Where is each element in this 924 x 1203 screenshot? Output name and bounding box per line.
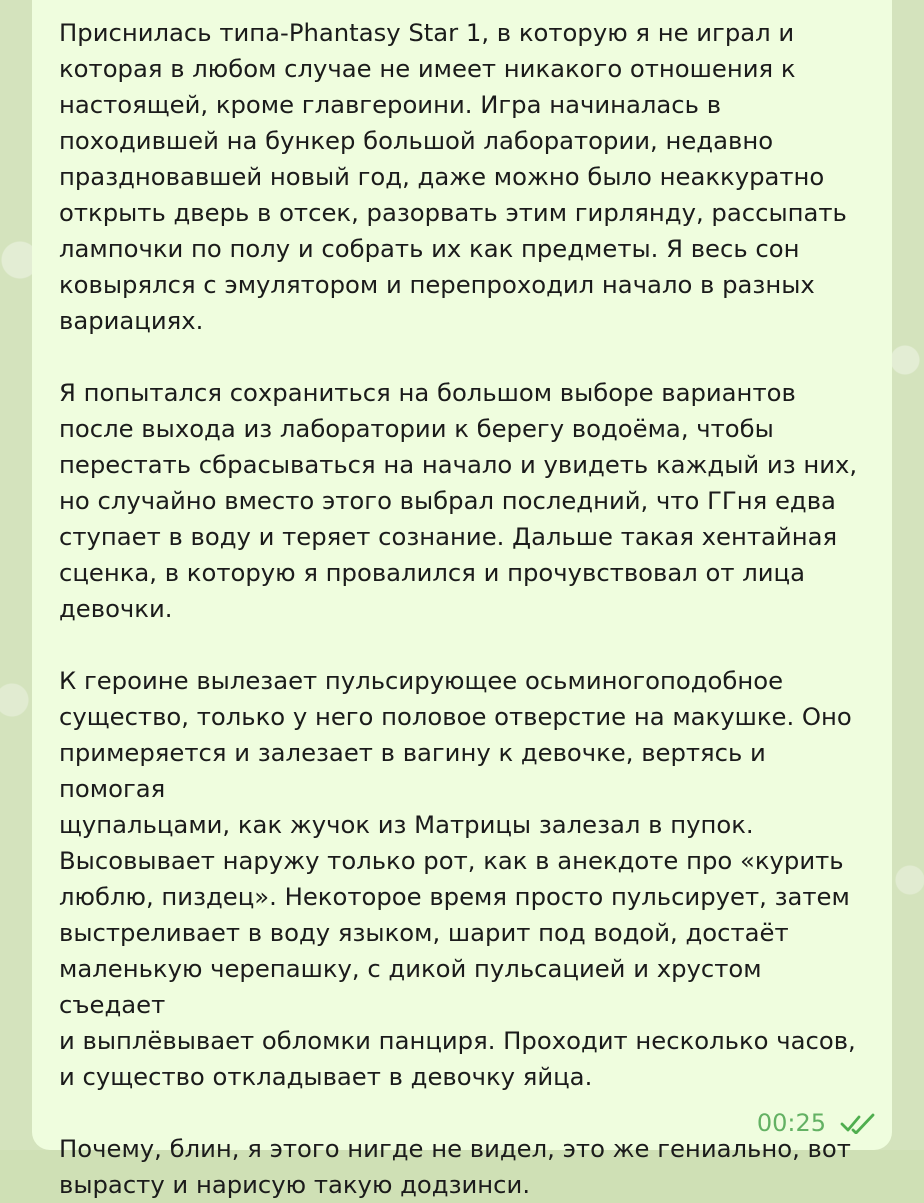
message-time: 00:25 [756, 1109, 826, 1137]
message-text [59, 15, 874, 1203]
message-paragraph-4: Почему, блин, я этого нигде не видел, это же гениально, вот вырасту и нарисую такую додзинси. [59, 1134, 851, 1199]
message-paragraph-3: К героине вылезает пульсирующее осьминогоподобное существо, только у него половое отверстие на макушке. Оно примеряется и залезает в вагину к девочке, вертясь и помогая щупальцами, как жучок из Матрицы залезал в пупок. Высовывает наружу только рот, как в анекдоте про «курить люблю, пиздец». Некоторое время просто пульсирует, затем выстреливает в воду языком, шарит под водой, достаёт маленькую черепашку, с дикой пульсацией и хрустом съедает и выплёвывает обломки панциря. Проходит несколько часов, и существо откладывает в девочку яйца. [59, 666, 856, 1091]
message-paragraph-1: Приснилась типа-Phantasy Star 1, в которую я не играл и которая в любом случае не имеет никакого отношения к настоящей, кроме главгероини. Игра начиналась в походившей на бункер большой лаборатории, недавно праздновавшей новый год, даже можно было неаккуратно открыть дверь в отсек, разорвать этим гирлянду, рассыпать лампочки по полу и собрать их как предметы. Я весь сон ковырялся с эмулятором и перепроходил начало в разных вариациях. [59, 18, 847, 335]
message-meta [757, 1108, 876, 1138]
double-check-icon [840, 1112, 876, 1134]
message-paragraph-2: Я попытался сохраниться на большом выборе вариантов после выхода из лаборатории к берегу водоёма, чтобы перестать сбрасываться на начало и увидеть каждый из них, но случайно вместо этого выбрал последний, что ГГня едва ступает в воду и теряет сознание. Дальше такая хентайная сценка, в которую я провалился и прочувствовал от лица девочки. [59, 378, 858, 623]
